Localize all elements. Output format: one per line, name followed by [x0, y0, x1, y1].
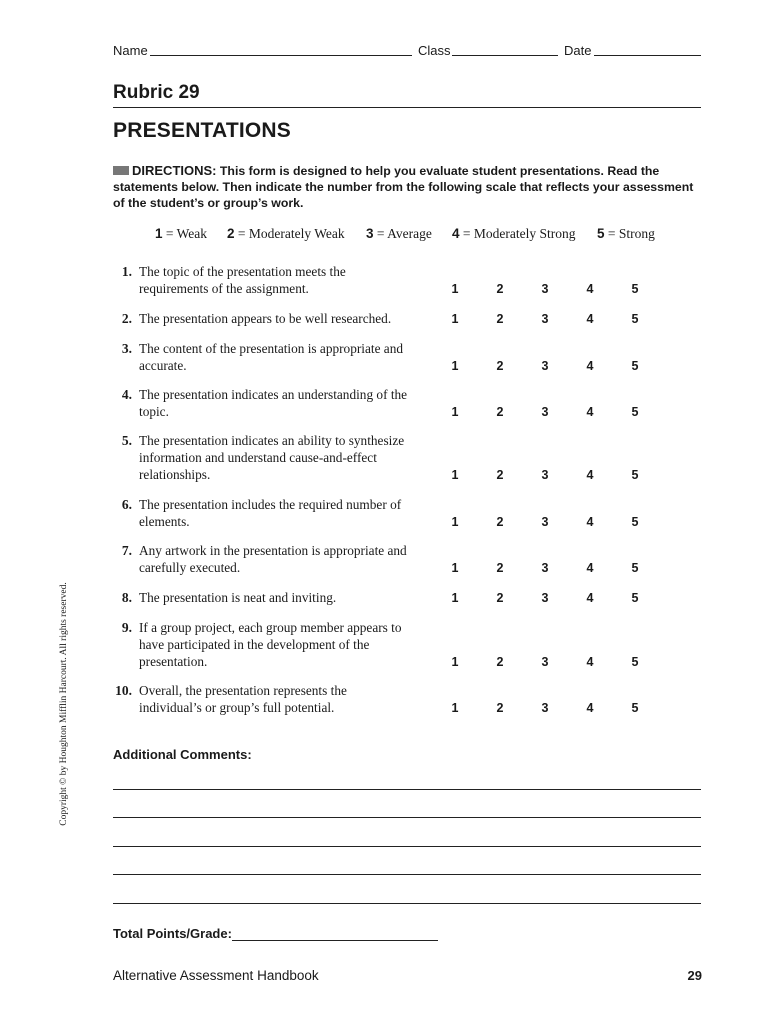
- score-option[interactable]: 1: [451, 701, 459, 715]
- scale-item: 1 = Weak: [155, 226, 208, 241]
- score-option[interactable]: 4: [586, 701, 594, 715]
- footer-title: Alternative Assessment Handbook: [113, 968, 319, 983]
- item-number: 6.: [121, 497, 132, 512]
- comment-line[interactable]: [113, 874, 701, 875]
- item-text: Any artwork in the presentation is appropriate and carefully executed.: [139, 543, 407, 575]
- score-option[interactable]: 1: [451, 515, 459, 529]
- score-option[interactable]: 5: [631, 468, 639, 482]
- score-option[interactable]: 4: [586, 405, 594, 419]
- item-number: 10.: [115, 683, 132, 698]
- score-option[interactable]: 5: [631, 701, 639, 715]
- directions-text: This form is designed to help you evaluate student presentations. Read the statements below. Then indicate the number from the following scale that reflects your assessment of the student’s or group’s work.: [113, 164, 694, 210]
- score-option[interactable]: 5: [631, 515, 639, 529]
- score-option[interactable]: 5: [631, 312, 639, 326]
- date-label: Date: [564, 43, 592, 58]
- item-number: 4.: [121, 387, 132, 402]
- comment-line[interactable]: [113, 817, 701, 818]
- score-option[interactable]: 2: [496, 359, 504, 373]
- score-option[interactable]: 5: [631, 405, 639, 419]
- scale-item: 2 = Moderately Weak: [227, 226, 345, 241]
- item-number: 8.: [121, 590, 132, 605]
- item-number: 1.: [121, 264, 132, 279]
- score-option[interactable]: 2: [496, 591, 504, 605]
- score-option[interactable]: 1: [451, 405, 459, 419]
- score-option[interactable]: 1: [451, 591, 459, 605]
- item-number: 5.: [121, 433, 132, 448]
- score-option[interactable]: 1: [451, 561, 459, 575]
- score-option[interactable]: 2: [496, 701, 504, 715]
- score-option[interactable]: 5: [631, 591, 639, 605]
- score-option[interactable]: 5: [631, 359, 639, 373]
- score-option[interactable]: 2: [496, 312, 504, 326]
- score-option[interactable]: 2: [496, 282, 504, 296]
- rubric-title: Rubric 29: [113, 82, 200, 103]
- score-option[interactable]: 4: [586, 561, 594, 575]
- comment-line[interactable]: [113, 903, 701, 904]
- score-option[interactable]: 4: [586, 282, 594, 296]
- score-option[interactable]: 1: [451, 282, 459, 296]
- scale-item: 4 = Moderately Strong: [452, 226, 576, 241]
- score-option[interactable]: 5: [631, 561, 639, 575]
- comments-label: Additional Comments:: [113, 747, 252, 762]
- item-text: Overall, the presentation represents the individual’s or group’s full potential.: [139, 683, 347, 715]
- total-label: Total Points/Grade:: [113, 926, 232, 941]
- score-option[interactable]: 2: [496, 515, 504, 529]
- name-field[interactable]: [150, 55, 412, 56]
- copyright-notice: Copyright © by Houghton Mifflin Harcourt. All rights reserved.: [59, 582, 69, 826]
- scale-item: 3 = Average: [366, 226, 432, 241]
- item-text: The content of the presentation is appropriate and accurate.: [139, 341, 403, 373]
- score-option[interactable]: 2: [496, 655, 504, 669]
- item-text: The presentation appears to be well researched.: [139, 311, 392, 326]
- score-option[interactable]: 3: [541, 701, 549, 715]
- score-option[interactable]: 1: [451, 655, 459, 669]
- score-option[interactable]: 4: [586, 359, 594, 373]
- page-title: PRESENTATIONS: [113, 119, 292, 142]
- score-option[interactable]: 2: [496, 468, 504, 482]
- item-text: The presentation indicates an ability to synthesize information and understand cause-and-effect relationships.: [139, 433, 405, 482]
- item-text: The presentation is neat and inviting.: [139, 590, 337, 605]
- item-text: The presentation includes the required number of elements.: [139, 497, 402, 529]
- directions-marker-icon: [113, 166, 129, 175]
- item-number: 7.: [121, 543, 132, 558]
- score-option[interactable]: 3: [541, 405, 549, 419]
- score-option[interactable]: 4: [586, 312, 594, 326]
- score-option[interactable]: 2: [496, 405, 504, 419]
- class-label: Class: [418, 43, 451, 58]
- comment-line[interactable]: [113, 789, 701, 790]
- score-option[interactable]: 4: [586, 655, 594, 669]
- item-number: 2.: [121, 311, 132, 326]
- score-option[interactable]: 1: [451, 312, 459, 326]
- class-field[interactable]: [452, 55, 558, 56]
- date-field[interactable]: [594, 55, 701, 56]
- score-option[interactable]: 2: [496, 561, 504, 575]
- score-option[interactable]: 3: [541, 591, 549, 605]
- directions-label: DIRECTIONS:: [132, 163, 217, 178]
- score-option[interactable]: 1: [451, 468, 459, 482]
- name-label: Name: [113, 43, 148, 58]
- score-option[interactable]: 3: [541, 655, 549, 669]
- item-text: The presentation indicates an understanding of the topic.: [139, 387, 408, 419]
- comment-line[interactable]: [113, 846, 701, 847]
- score-option[interactable]: 4: [586, 515, 594, 529]
- item-text: The topic of the presentation meets the requirements of the assignment.: [139, 264, 346, 296]
- score-option[interactable]: 3: [541, 312, 549, 326]
- score-option[interactable]: 5: [631, 655, 639, 669]
- score-option[interactable]: 3: [541, 561, 549, 575]
- score-option[interactable]: 3: [541, 468, 549, 482]
- score-option[interactable]: 4: [586, 591, 594, 605]
- score-option[interactable]: 3: [541, 515, 549, 529]
- item-number: 3.: [121, 341, 132, 356]
- directions: [113, 163, 703, 211]
- title-rule: [113, 107, 701, 108]
- score-option[interactable]: 5: [631, 282, 639, 296]
- scale-item: 5 = Strong: [597, 226, 655, 241]
- total-field[interactable]: [232, 940, 438, 941]
- score-option[interactable]: 4: [586, 468, 594, 482]
- item-number: 9.: [121, 620, 132, 635]
- score-option[interactable]: 1: [451, 359, 459, 373]
- score-option[interactable]: 3: [541, 282, 549, 296]
- score-option[interactable]: 3: [541, 359, 549, 373]
- item-text: If a group project, each group member appears to have participated in the development of the presentation.: [139, 620, 402, 669]
- page-number: 29: [687, 968, 702, 983]
